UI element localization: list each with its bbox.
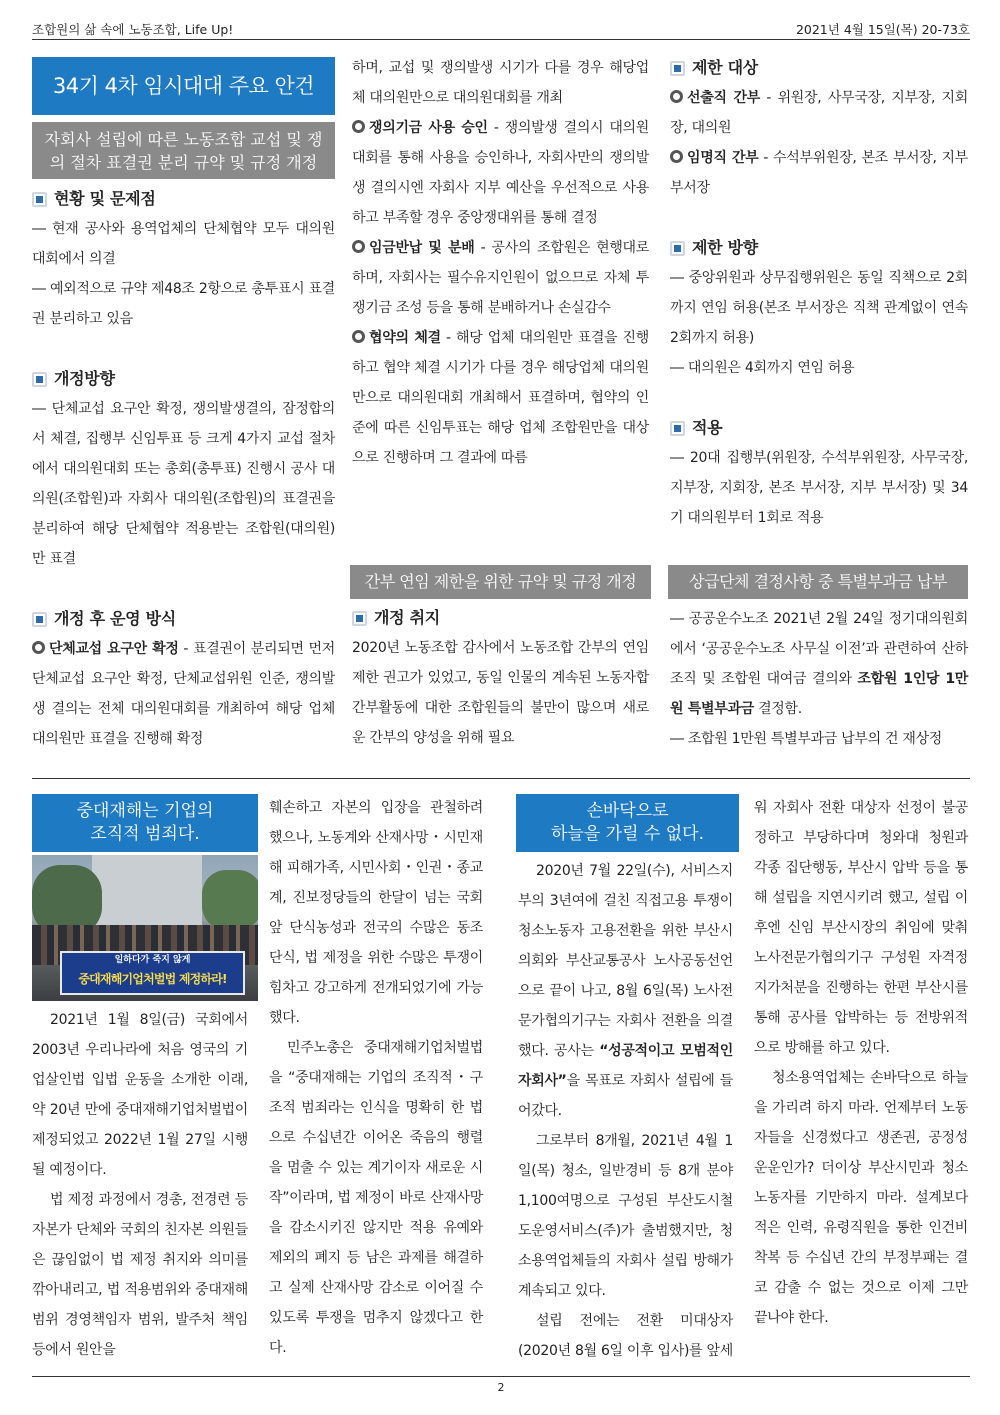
term-limit-title: 간부 연임 제한을 위한 규약 및 규정 개정 [364, 572, 637, 591]
paragraph: 법 제정 과정에서 경총, 전경련 등 자본가 단체와 국회의 친자본 의원들은 끊임없이 법 제정 취지와 의미를 깎아내리고, 법 적용범위와 중대재해 범위 경영책임자 범위, 발주처 책임 등에서 원안을 [32, 1192, 248, 1358]
square-bullet-icon [670, 421, 685, 436]
square-bullet-icon [32, 192, 47, 207]
article-left-col-a [32, 1005, 248, 1365]
banner-text: 중대재해기업처벌법 제정하라! [78, 972, 227, 986]
paragraph: ― 현재 공사와 용역업체의 단체협약 모두 대의원대회에서 의결 [32, 221, 335, 267]
article-title-line: 조직적 범죄다. [90, 824, 200, 844]
paragraph: ― 중앙위원과 상무집행위원은 동일 직책으로 2회까지 연임 허용(본조 부서장은 직책 관계없이 연속 2회까지 허용) [670, 270, 968, 346]
paragraph: 하며, 교섭 및 쟁의발생 시기가 다를 경우 해당업체 대의원만으로 대의원대회를 개최 [352, 60, 649, 106]
article-title-line: 중대재해는 기업의 [76, 801, 214, 821]
column-2 [352, 53, 649, 473]
paragraph: ― 20대 집행부(위원장, 수석부위원장, 사무국장, 지부장, 지회장, 본조 부서장, 지부 부서장) 및 34기 대의원부터 1회로 적용 [670, 450, 968, 526]
paragraph: 그로부터 8개월, 2021년 4월 1일(목) 청소, 일반경비 등 8개 분야 1,100여명으로 구성된 부산도시철도운영서비스(주)가 출범했지만, 청소용역업체들의 자회사 설립 방해가 계속되고 있다. [518, 1133, 733, 1299]
paragraph: ― 공공운수노조 2021년 2월 24일 정기대의원회에서 ‘공공운수노조 사무실 이전’과 관련하여 산하 조직 및 조합원 대여금 결의와 조합원 1인당 1만원 특별부과금 결정함. [670, 611, 968, 717]
term-limit-title-box [350, 565, 651, 599]
paragraph: ― 대의원은 4회까지 연임 허용 [670, 360, 855, 376]
page-number: 2 [497, 1381, 505, 1394]
square-bullet-icon [32, 372, 47, 387]
column-2-lower [352, 603, 649, 753]
agenda-title: 34기 4차 임시대대 주요 안건 [52, 74, 315, 98]
paragraph: 2021년 1월 8일(금) 국회에서 2003년 우리나라에 처음 영국의 기업살인법 입법 운동을 소개한 이래, 약 20년 만에 중대재해기업처벌법이 제정되었고 2022년 1월 27일 시행될 예정이다. [32, 1012, 248, 1178]
list-item: 임명직 간부 - 수석부위원장, 본조 부서장, 지부 부서장 [670, 150, 968, 196]
protest-banner [60, 951, 245, 995]
agenda-title-box [32, 57, 335, 115]
paragraph: ― 단체교섭 요구안 확정, 쟁의발생결의, 잠정합의서 체결, 집행부 신임투표 등 크게 4가지 교섭 절차에서 대의원대회 또는 총회(총투표) 진행시 공사 대의원(조합원)과 자회사 대의원(조합원)의 표결권을 분리하여 해당 단체협약 적용받는 조합원(대의원)만 표결 [32, 401, 335, 567]
paragraph: ― 조합원 1만원 특별부과금 납부의 건 재상정 [670, 731, 943, 747]
page-footer [32, 1376, 970, 1394]
agenda-subtitle: 자회사 설립에 따른 노동조합 교섭 및 쟁의 절차 표결권 분리 규약 및 규정 개정 [44, 130, 323, 172]
header-slogan: 조합원의 삶 속에 노동조합, Life Up! [32, 22, 234, 37]
section-heading: 개정 취지 [352, 603, 649, 633]
paragraph: 훼손하고 자본의 입장을 관철하려 했으나, 노동계와 산재사망・시민재해 피해가족, 시민사회・인권・종교계, 진보정당들의 한달이 넘는 국회 앞 단식농성과 전국의 수많은 동조단식, 법 제정을 위한 수많은 투쟁이 힘차고 강고하게 전개되었기에 가능했다. [269, 800, 483, 1026]
special-levy-title-box [668, 565, 968, 599]
square-bullet-icon [32, 612, 47, 627]
special-levy-title: 상급단체 결정사항 중 특별부과금 납부 [689, 572, 947, 591]
column-3-lower [670, 604, 968, 754]
section-heading: 개정 후 운영 방식 [32, 604, 335, 634]
list-item: 쟁의기금 사용 승인 - 쟁의발생 결의시 대의원대회를 통해 사용을 승인하나, 자회사만의 쟁의발생 결의시엔 자회사 지부 예산을 우선적으로 사용하고 부족할 경우 중앙쟁대위를 통해 결정 [352, 120, 649, 226]
column-1 [32, 184, 335, 754]
paragraph: 민주노총은 중대재해기업처벌법을 “중대재해는 기업의 조직적・구조적 범죄라는 인식을 명확히 한 법으로 수십년간 이어온 죽음의 행렬을 멈출 수 있는 계기이자 새로운 시작”이라며, 법 제정이 바로 산재사망을 감소시키진 않지만 적용 유예와 제외의 폐지 등 남은 과제를 해결하고 실제 산재사망 감소로 이어질 수 있도록 투쟁을 멈추지 않겠다고 한다. [269, 1040, 483, 1356]
square-bullet-icon [670, 241, 685, 256]
article-right-col-b [754, 793, 968, 1333]
list-item: 협약의 체결 - 해당 업체 대의원만 표결을 진행하고 협약 체결 시기가 다를 경우 해당업체 대의원만으로 대의원대회 개최해서 표결하며, 협약의 인준에 따른 신임투표는 해당 업체 조합원만을 대상으로 진행하며 그 결과에 따름 [352, 330, 649, 466]
article-title-line: 하늘을 가릴 수 없다. [551, 824, 704, 844]
square-bullet-icon [670, 61, 685, 76]
article-right-col-a [518, 856, 733, 1366]
header-date-issue: 2021년 4월 15일(목) 20-73호 [795, 22, 970, 37]
circle-bullet-icon [32, 641, 45, 654]
page-header [32, 18, 970, 40]
agenda-subtitle-box [32, 122, 335, 179]
section-divider [32, 778, 970, 779]
list-item: 선출직 간부 - 위원장, 사무국장, 지부장, 지회장, 대의원 [670, 90, 968, 136]
circle-bullet-icon [352, 120, 365, 133]
circle-bullet-icon [670, 90, 683, 103]
circle-bullet-icon [352, 330, 365, 343]
banner-subtext: 일하다가 죽지 않게 [114, 955, 191, 965]
section-heading: 제한 대상 [670, 53, 968, 83]
paragraph: ― 예외적으로 규약 제48조 2항으로 총투표시 표결권 분리하고 있음 [32, 281, 335, 327]
paragraph: 2020년 7월 22일(수), 서비스지부의 3년여에 걸친 직접고용 투쟁이 청소노동자 고용전환을 위한 부산시의회와 부산교통공사 노사공동선언으로 끝이 나고, 8월 6일(목) 노사전문가협의기구는 자회사 전환을 의결했다. 공사는 “성공적이고 모범적인 자회사”을 목표로 자회사 설립에 들어갔다. [518, 863, 733, 1119]
section-heading: 현황 및 문제점 [32, 184, 335, 214]
section-heading: 제한 방향 [670, 233, 968, 263]
paragraph: 설립 전에는 전환 미대상자(2020년 8월 6일 이후 입사)를 앞세 [518, 1313, 733, 1359]
column-3 [670, 53, 968, 533]
paragraph: 워 자회사 전환 대상자 선정이 불공정하고 부당하다며 청와대 청원과 각종 집단행동, 부산시 압박 등을 통해 설립을 지연시키려 했고, 설립 이후엔 신임 부산시장의 취임에 맞춰 노사전문가협의기구 구성원 자격정지가처분을 진행하는 한편 부산시를 통해 공사를 압박하는 등 전방위적으로 방해를 하고 있다. [754, 800, 968, 1056]
article-title-box [516, 794, 739, 852]
square-bullet-icon [352, 611, 367, 626]
circle-bullet-icon [352, 240, 365, 253]
section-heading: 개정방향 [32, 364, 335, 394]
list-item: 임금반납 및 분배 - 공사의 조합원은 현행대로 하며, 자회사는 필수유지인원이 없으므로 자체 투쟁기금 조성 등을 통해 분배하거나 손실감수 [352, 240, 649, 316]
paragraph: 청소용역업체는 손바닥으로 하늘을 가리려 하지 마라. 언제부터 노동자들을 신경썼다고 생존권, 공정성 운운인가? 더이상 부산시민과 청소노동자를 기만하지 마라. 설계보다 적은 인력, 유령직원을 통한 인건비 착복 등 수십년 간의 부정부패는 결코 감출 수 없는 것으로 이제 그만 끝나야 한다. [754, 1070, 968, 1326]
section-heading: 적용 [670, 413, 968, 443]
protest-photo [32, 855, 258, 1001]
paragraph: 2020년 노동조합 감사에서 노동조합 간부의 연임제한 권고가 있었고, 동일 인물의 계속된 노동자합 간부활동에 대한 조합원들의 불만이 많으며 새로운 간부의 양성을 위해 필요 [352, 640, 649, 746]
circle-bullet-icon [670, 150, 683, 163]
article-title-box [32, 794, 258, 852]
article-title-line: 손바닥으로 [586, 801, 669, 821]
list-item: 단체교섭 요구안 확정 - 표결권이 분리되면 먼저 단체교섭 요구안 확정, 단체교섭위원 인준, 쟁의발생 결의는 전체 대의원대회를 개최하여 해당 업체 대의원만 표결을 진행해 확정 [32, 641, 335, 747]
article-left-col-b [269, 793, 483, 1363]
